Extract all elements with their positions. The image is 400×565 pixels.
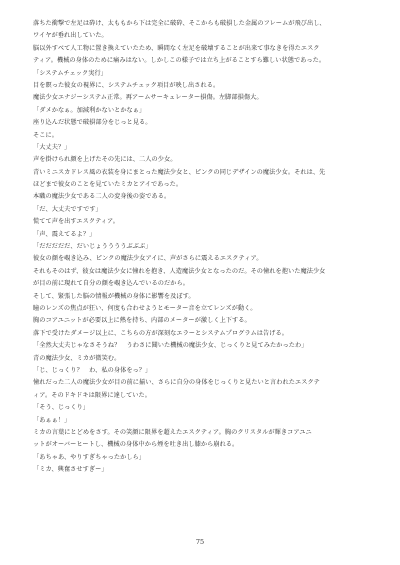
- text-line: 声を掛けられ顔を上げたその先には、二人の少女。: [33, 156, 177, 164]
- text-line: 彼女の顔を覗き込み、ピンクの魔法少女アイに、声がさらに震えるエスクティア。: [33, 255, 263, 263]
- text-line: ィア。そのドキドキは限界に達していた。: [33, 391, 152, 399]
- novel-body-text: [33, 18, 371, 476]
- text-line: 座り込んだ状態で破損部分をじっと見る。: [33, 119, 152, 127]
- text-line: ミカの言葉にとどめをさす。その笑顔に限界を超えたエスクティア。胸のクリスタルが輝きコアユニ: [33, 428, 312, 436]
- text-line: 落ちた衝撃で左足は砕け、太ももから下は完全に破砕、そこからも破損した金属のフレームが飛び出し、: [33, 20, 326, 27]
- text-line: 瞳のレンズの焦点が狂い、何度も合わせようとモーター音を立てレンズが動く。: [33, 304, 257, 312]
- text-line: 魔法少女エナジーシステム正常。再アームサーキュレーター損傷。左脚部損傷大。: [33, 94, 263, 102]
- text-line: ほどまで彼女のことを見ていたミカとアイであった。: [33, 181, 183, 189]
- text-line: 「じ、じっくり？ わ、私の身体をっ？」: [33, 366, 152, 374]
- text-line: 目を瞑った彼女の視界に、システムチェック項目が映し出される。: [33, 81, 220, 89]
- text-line: 「大丈夫？」: [33, 143, 71, 151]
- text-line: 「全然大丈夫じゃなさそうね？ うわさに聞いた機械の魔法少女、じっくりと見てみたかったわ」: [33, 342, 308, 350]
- text-line: ティア。機械の身体のために痛みはない。しかしこの様子では立ち上がることすら難しい状態であった。: [33, 57, 326, 65]
- text-line: 「だ、大丈夫ですです」: [33, 205, 102, 213]
- text-line: 「そう、じっくり」: [33, 404, 90, 412]
- text-line: それもそのはず、彼女は魔法少女に憧れを抱き、人造魔法少女となったのだ。その憧れを抱いた魔法少女: [33, 267, 326, 275]
- text-line: 慌てて声を出すエスクティア。: [33, 218, 120, 226]
- text-line: ワイヤが垂れ出していた。: [33, 32, 108, 40]
- text-line: そして、緊張した脳の情報が機械の身体に影響を及ぼす。: [33, 292, 195, 300]
- text-line: が目の前に現れて自分の顔を覗き込んでいるのだから。: [33, 280, 189, 288]
- text-line: 「ミカ、興奮させすぎー」: [33, 466, 108, 474]
- text-line: 本職の魔法少女である二人の変身後の姿である。: [33, 193, 171, 201]
- text-line: そこに。: [33, 131, 58, 139]
- text-line: 「あちゃあ、やりすぎちゃったかしら」: [33, 453, 146, 461]
- text-line: 「あぁぁ！」: [33, 416, 71, 424]
- text-line: 青の魔法少女、ミカが微笑む。: [33, 354, 121, 362]
- text-line: 落下で受けたダメージ以上に、こちらの方が深刻なエラーとシステムプログラムは告げる。: [33, 329, 288, 337]
- text-line: 青いミニスカドレス風の衣装を身にまとった魔法少女と、ピンクの同じデザインの魔法少女。それは、先: [33, 168, 326, 176]
- text-line: 憧れだった二人の魔法少女が目の前に揃い、さらに自分の身体をじっくりと見たいと言われたエスクテ: [33, 379, 320, 387]
- text-line: 胸のコアユニットが必要以上に熱を持ち、内部のメーターが激しく上下する。: [33, 317, 251, 325]
- page-number: 75: [195, 538, 205, 546]
- text-line: 脳以外すべて人工物に置き換えていたため、瞬間なく左足を破壊することが出来て事なきを得たエスク: [33, 44, 320, 52]
- text-line: 「声、震えてるよ？」: [33, 230, 96, 238]
- text-line: 「ダメかなぁ。加減利かないとかなぁ」: [33, 106, 146, 114]
- text-line: 「だだだだだ、だいじょううううぶぶぶ」: [33, 243, 152, 251]
- text-line: ットがオーバーヒートし、機械の身体中から煙を吐き出し膝から崩れる。: [33, 441, 239, 449]
- text-line: 「システムチェック実行」: [33, 69, 107, 77]
